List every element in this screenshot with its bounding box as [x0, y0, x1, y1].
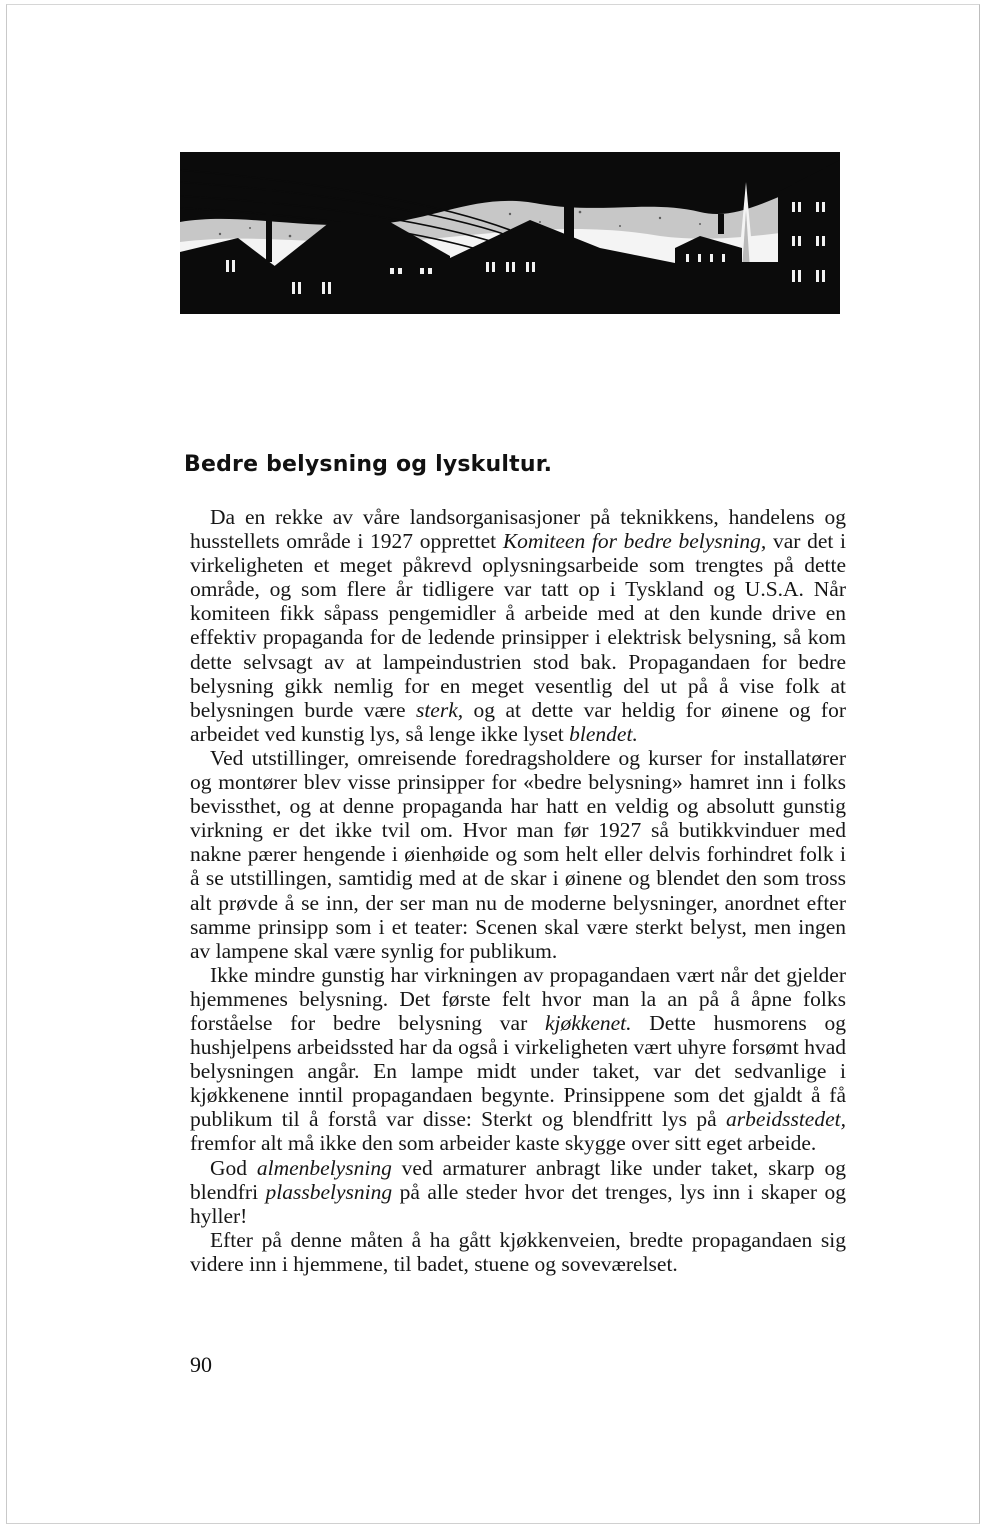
text-run: Ved utstillinger, omreisende foredragsholdere og kurser for installatører og montører blev visse prinsipper for «bedre belysning» hamret inn i folks bevissthet, og at denne propaganda har hatt en veldig og absolutt gunstig virkning er det ikke tvil om. Hvor man før 1927 så butikkvinduer med nakne pærer hengende i øienhøide og som helt eller delvis forhindret folk i å se utstillingen, samtidig med at de skar i øinene og blendet den som tross alt prøvde å se inn, der ser man nu de moderne belysninger, anordnet efter samme prinsipp som i et teater: Scenen skal være sterkt belyst, men ingen av lampene skal være synlig for publikum. — [190, 745, 846, 963]
emphasis: plassbelysning — [265, 1179, 393, 1204]
paragraph — [190, 746, 846, 963]
text-run: Ikke mindre gunstig har virkningen av propagandaen vært når det gjelder hjemmenes belysning. Det første felt hvor man la an på å åpne folks forståelse for bedre belysning var — [190, 962, 846, 1035]
emphasis: arbeidsstedet, — [725, 1107, 846, 1132]
emphasis: blendet. — [569, 721, 638, 746]
article-title: Bedre belysning og lyskultur. — [184, 452, 553, 477]
emphasis: Komiteen for bedre belysning, — [502, 529, 767, 554]
text-run: var det i virkeligheten et meget påkrevd oplysningsarbeide som trengtes på dette område, og som flere år tidligere var tatt op i Tyskland og U.S.A. Når komiteen fikk såpass pengemidler å arbeide med at den kunde drive en effektiv propaganda for de ledende prinsipper i elektrisk belysning, så kom dette selvsagt av at lampeindustrien stod bak. Propagandaen for bedre belysning gikk nemlig for en meget vesentlig del ut på å vise folk at belysningen burde være — [190, 529, 847, 722]
emphasis: almenbelysning — [256, 1155, 392, 1180]
text-run: fremfor alt må ikke den som arbeider kaste skygge over sitt eget arbeide. — [190, 1131, 817, 1156]
page-number: 90 — [190, 1352, 212, 1377]
text-run: God — [210, 1155, 257, 1180]
text-run: Dette husmorens og hushjelpens arbeidssted har da også i virkeligheten vært uhyre forsømt hvad belysningen angår. En lampe midt under taket, var det sedvanlige i kjøkkenene inntil propagandaen begynte. Prinsippene som det gjaldt å få publikum til å forstå var disse: Sterkt og blendfritt lys på — [190, 1010, 846, 1132]
text-run: Efter på denne måten å ha gått kjøkkenveien, bredte propagandaen sig videre inn i hjemmene, til badet, stuene og soveværelset. — [190, 1227, 846, 1276]
paragraph — [190, 505, 846, 746]
text-run: på alle steder hvor det trenges, lys inn i skaper og hyller! — [190, 1179, 846, 1228]
header-illustration — [180, 152, 840, 314]
text-run: og at dette var heldig for øinene og for arbeidet ved kunstig lys, så lenge ikke lyset — [190, 697, 846, 746]
emphasis: sterk, — [415, 697, 464, 722]
paragraph — [190, 963, 846, 1156]
text-run: ved armaturer anbragt like under taket, skarp og blendfri — [190, 1155, 847, 1204]
town-at-night-woodcut-icon — [180, 152, 840, 314]
text-run: Da en rekke av våre landsorganisasjoner på teknikkens, handelens og husstellets område i 1927 opprettet — [190, 505, 846, 554]
emphasis: kjøkkenet. — [544, 1010, 632, 1035]
paragraph — [190, 1156, 846, 1228]
article-body — [190, 505, 846, 1276]
paragraph — [190, 1228, 846, 1276]
